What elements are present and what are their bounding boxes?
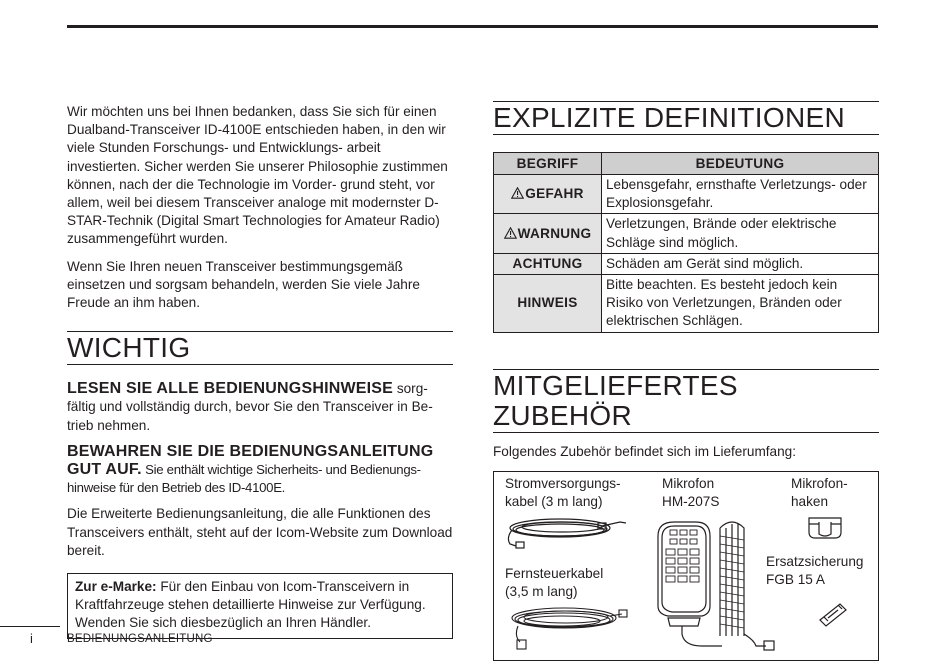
mic-hanger-image xyxy=(805,514,845,542)
term-cell xyxy=(494,214,602,253)
meaning-cell: Schäden am Gerät sind möglich. xyxy=(602,253,879,274)
spare-fuse-image xyxy=(816,598,850,628)
mic-hanger-label: Mikrofon- haken xyxy=(791,475,848,509)
spare-fuse-label: Ersatzsicherung FGB 15 A xyxy=(766,553,864,587)
definitions-heading: EXPLIZITE DEFINITIONEN xyxy=(493,102,845,133)
term-cell xyxy=(494,175,602,214)
footer-label: BEDIENUNGSANLEITUNG xyxy=(67,633,213,645)
power-cable-image xyxy=(502,514,630,552)
warning-triangle-icon xyxy=(504,227,517,239)
e-mark-note-box xyxy=(67,573,453,639)
accessories-heading: MITGELIEFERTES ZUBEHÖR xyxy=(493,369,738,431)
footer-rule xyxy=(0,626,60,627)
e-mark-note-text: Für den Einbau von Icom-Transceivern in Kraftfahrzeuge stehen detaillierte Hinweise zur Verfügung. Wenden Sie sich diesbezüglich an Ihren Händler. xyxy=(75,579,426,631)
definitions-heading-block xyxy=(493,101,879,135)
accessories-box xyxy=(493,471,879,661)
warning-triangle-icon xyxy=(511,187,524,199)
accessories-heading-block xyxy=(493,369,879,433)
remote-cable-label: Fernsteuerkabel (3,5 m lang) xyxy=(505,565,604,599)
read-instructions-text: sorg- fältig und vollständig durch, bevor Sie den Transceiver in Be- trieb nehmen. xyxy=(67,381,433,433)
extended-manual-paragraph: Die Erweiterte Bedienungsanleitung, die alle Funktionen des Transceivers enthält, steht auf der Icom-Website zum Download bereit. xyxy=(67,506,453,558)
read-instructions-section xyxy=(67,380,453,435)
table-row xyxy=(494,175,879,214)
keep-manual-text: Sie enthält wichtige Sicherheits- und Bedienungs- hinweise für den Betrieb des ID-4100E. xyxy=(67,462,421,496)
wichtig-heading-block xyxy=(67,331,453,365)
left-column xyxy=(67,103,453,639)
microphone-label: Mikrofon HM-207S xyxy=(662,475,720,509)
top-rule xyxy=(67,25,878,28)
microphone-image xyxy=(652,516,788,656)
intro-paragraph-1: Wir möchten uns bei Ihnen bedanken, dass Sie sich für einen Dualband-Transceiver ID-4100E entschieden haben, in den wir viele Stunden Forschungs- und Entwicklungs- arbeit investierten. Sicher werden Sie unserer Philosophie zustimmen können, nach der die Technologie im Vorder- grund steht, vor allem, weil bei diesem Transceiver analoge mit modernster D-STAR-Technik (Digital Smart Technologies for Amateur Radio) zusammengeführt wurden. xyxy=(67,104,448,247)
table-header-term: BEGRIFF xyxy=(494,153,602,175)
e-mark-note-lead: Zur e-Marke: xyxy=(75,579,157,595)
term-cell: HINWEIS xyxy=(494,275,602,333)
intro-paragraph-2: Wenn Sie Ihren neuen Transceiver bestimmungsgemäß einsetzen und sorgsam behandeln, werden Sie viele Jahre Freude an ihm haben. xyxy=(67,258,420,311)
table-row xyxy=(494,275,879,333)
power-cable-label: Stromversorgungs- kabel (3 m lang) xyxy=(505,475,621,509)
remote-cable-image xyxy=(502,602,630,654)
keep-manual-lead: BEWAHREN SIE DIE BEDIENUNGSANLEITUNG GUT AUF. xyxy=(67,442,434,479)
term-label: GEFAHR xyxy=(525,186,584,202)
accessories-intro: Folgendes Zubehör befindet sich im Lieferumfang: xyxy=(493,443,797,459)
term-label: WARNUNG xyxy=(517,225,592,241)
meaning-cell: Bitte beachten. Es besteht jedoch kein Risiko von Verletzungen, Bränden oder elektrischen Schlägen. xyxy=(602,275,879,333)
table-row xyxy=(494,214,879,253)
table-header-meaning: BEDEUTUNG xyxy=(602,153,879,175)
right-column xyxy=(493,101,879,661)
table-row xyxy=(494,253,879,274)
meaning-cell: Verletzungen, Brände oder elektrische Schläge sind möglich. xyxy=(602,214,879,253)
keep-manual-section xyxy=(67,443,453,498)
page-number: i xyxy=(30,631,33,646)
term-cell: ACHTUNG xyxy=(494,253,602,274)
definitions-table xyxy=(493,152,879,333)
read-instructions-lead: LESEN SIE ALLE BEDIENUNGSHINWEISE xyxy=(67,380,394,398)
meaning-cell: Lebensgefahr, ernsthafte Verletzungs- oder Explosionsgefahr. xyxy=(602,175,879,214)
wichtig-heading: WICHTIG xyxy=(67,332,191,364)
